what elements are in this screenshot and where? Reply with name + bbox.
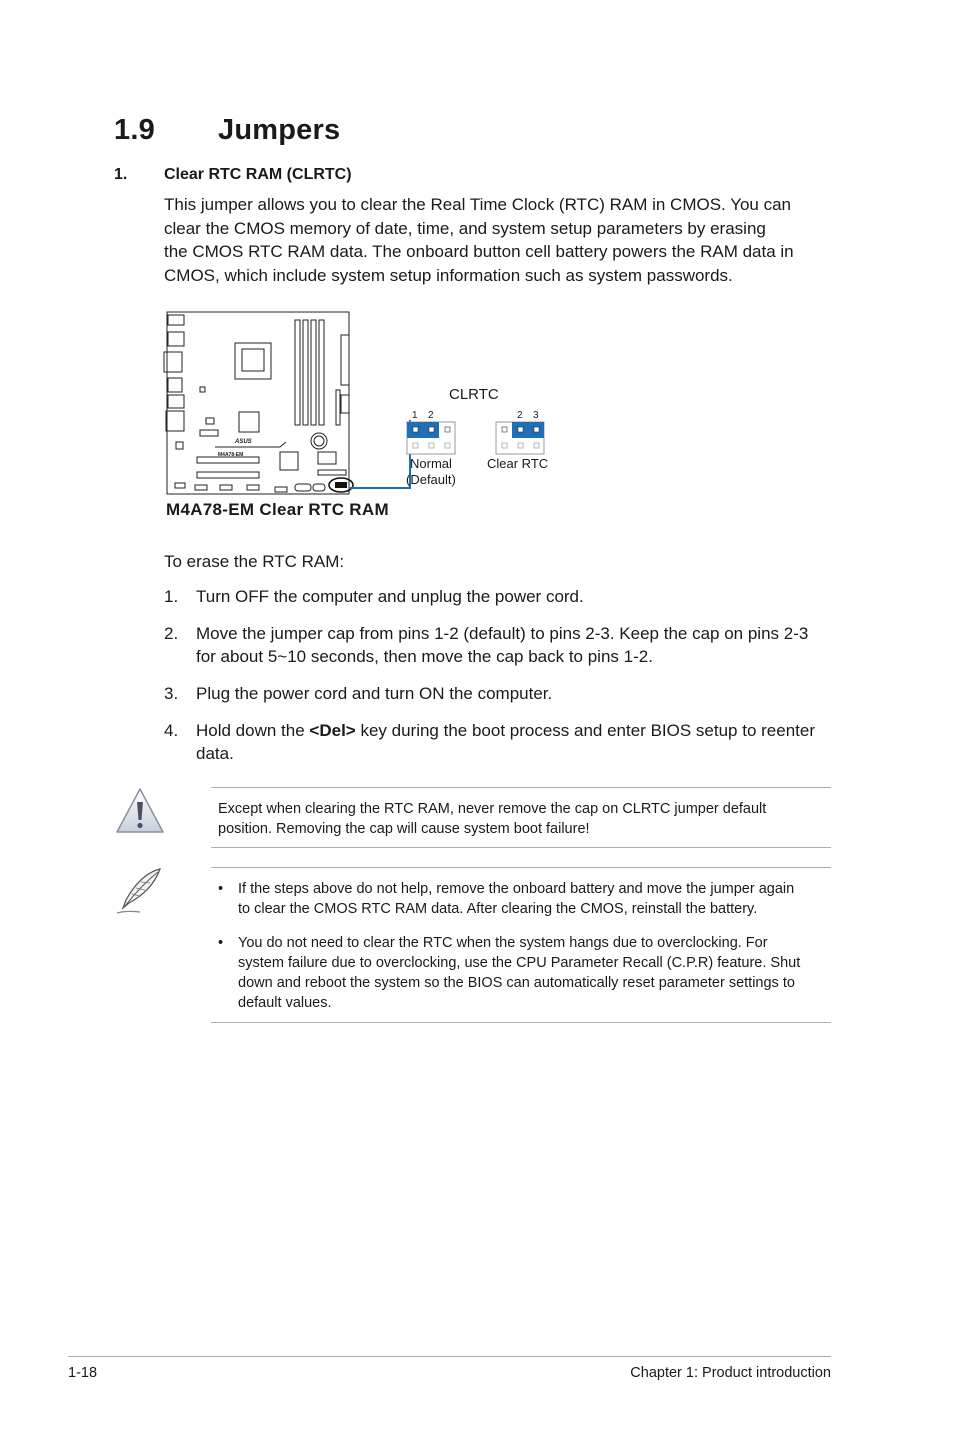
- step-text-pre: Hold down the: [196, 721, 310, 740]
- note-line: default values.: [238, 995, 332, 1011]
- subsection-title: Clear RTC RAM (CLRTC): [164, 166, 352, 183]
- bullet-glyph: •: [218, 881, 224, 897]
- step-item: [164, 585, 844, 608]
- step-number: 4.: [164, 721, 179, 740]
- section-title: Jumpers: [218, 114, 341, 146]
- step-number: 3.: [164, 684, 179, 703]
- note-bullets: [218, 879, 830, 1027]
- intro-line: clear the CMOS memory of date, time, and system setup parameters by erasing: [164, 218, 766, 238]
- pin-label-2: 2: [428, 410, 434, 421]
- note-line: You do not need to clear the RTC when the system hangs due to overclocking. For: [238, 935, 768, 951]
- chapter-title: Chapter 1: Product introduction: [630, 1365, 831, 1381]
- feather-pen-icon: [112, 866, 166, 916]
- section-heading: [114, 114, 340, 147]
- normal-sublabel: (Default): [406, 472, 456, 487]
- warning-bottom-rule: [211, 847, 831, 848]
- jumper-location: [335, 482, 347, 488]
- warning-top-rule: [211, 787, 831, 788]
- jumper-clear: [487, 410, 548, 471]
- jumper-title: CLRTC: [449, 386, 499, 403]
- note-bullet: [218, 933, 830, 1013]
- jumper-normal: [406, 410, 456, 487]
- step-text: Plug the power cord and turn ON the computer.: [196, 684, 553, 703]
- footer-rule: [68, 1356, 831, 1357]
- intro-line: CMOS, which include system setup information such as system passwords.: [164, 265, 733, 285]
- step-text: [196, 719, 844, 742]
- clrtc-figure: [160, 305, 570, 495]
- clear-label: Clear RTC: [487, 456, 549, 471]
- pin-label-2: 2: [517, 410, 523, 421]
- subsection-heading: [114, 166, 352, 184]
- note-line: down and reboot the system so the BIOS can automatically reset parameter settings to: [238, 975, 795, 991]
- pin-label-1: 1: [412, 410, 418, 421]
- page-number: 1-18: [68, 1365, 98, 1381]
- bullet-glyph: •: [218, 935, 224, 951]
- note-line: to clear the CMOS RTC RAM data. After clearing the CMOS, reinstall the battery.: [238, 901, 758, 917]
- leader-line: [350, 420, 410, 488]
- intro-line: This jumper allows you to clear the Real Time Clock (RTC) RAM in CMOS. You can: [164, 195, 792, 214]
- step-number: 2.: [164, 624, 179, 643]
- step-text-post: key during the boot process and enter BIOS setup to reenter: [355, 721, 815, 740]
- note-line: system failure due to overclocking, use the CPU Parameter Recall (C.P.R) feature. Shut: [238, 955, 801, 971]
- note-top-rule: [211, 867, 831, 868]
- board-model-label: M4A78-EM: [218, 452, 244, 458]
- pin-label-3: 3: [533, 410, 539, 421]
- step-text: Move the jumper cap from pins 1-2 (default) to pins 2-3. Keep the cap on pins 2-3: [196, 624, 809, 643]
- note-bottom-rule: [211, 1022, 831, 1023]
- del-key: <Del>: [309, 721, 356, 740]
- intro-paragraph: [164, 193, 834, 287]
- intro-line: the CMOS RTC RAM data. The onboard button cell battery powers the RAM data in: [164, 242, 794, 261]
- warning-line: position. Removing the cap will cause system boot failure!: [218, 821, 590, 837]
- step-text: Turn OFF the computer and unplug the power cord.: [196, 587, 584, 606]
- step-item: [164, 719, 844, 765]
- section-number: 1.9: [114, 114, 155, 146]
- figure-caption: M4A78-EM Clear RTC RAM: [166, 500, 389, 519]
- motherboard-outline: [164, 312, 349, 494]
- erase-intro: To erase the RTC RAM:: [164, 552, 345, 571]
- warning-triangle-icon: [114, 786, 166, 836]
- step-item: [164, 682, 844, 705]
- warning-text: [218, 799, 766, 839]
- step-text: data.: [196, 744, 234, 763]
- step-item: [164, 622, 844, 668]
- board-brand-label: ASUS: [235, 439, 252, 445]
- note-line: If the steps above do not help, remove the onboard battery and move the jumper again: [238, 881, 795, 897]
- normal-label: Normal: [410, 456, 452, 471]
- erase-steps: [164, 585, 844, 779]
- note-bullet: [218, 879, 830, 919]
- step-number: 1.: [164, 587, 179, 606]
- step-text: for about 5~10 seconds, then move the cap back to pins 1-2.: [196, 647, 653, 666]
- warning-line: Except when clearing the RTC RAM, never remove the cap on CLRTC jumper default: [218, 801, 767, 817]
- subsection-number: 1.: [114, 166, 128, 183]
